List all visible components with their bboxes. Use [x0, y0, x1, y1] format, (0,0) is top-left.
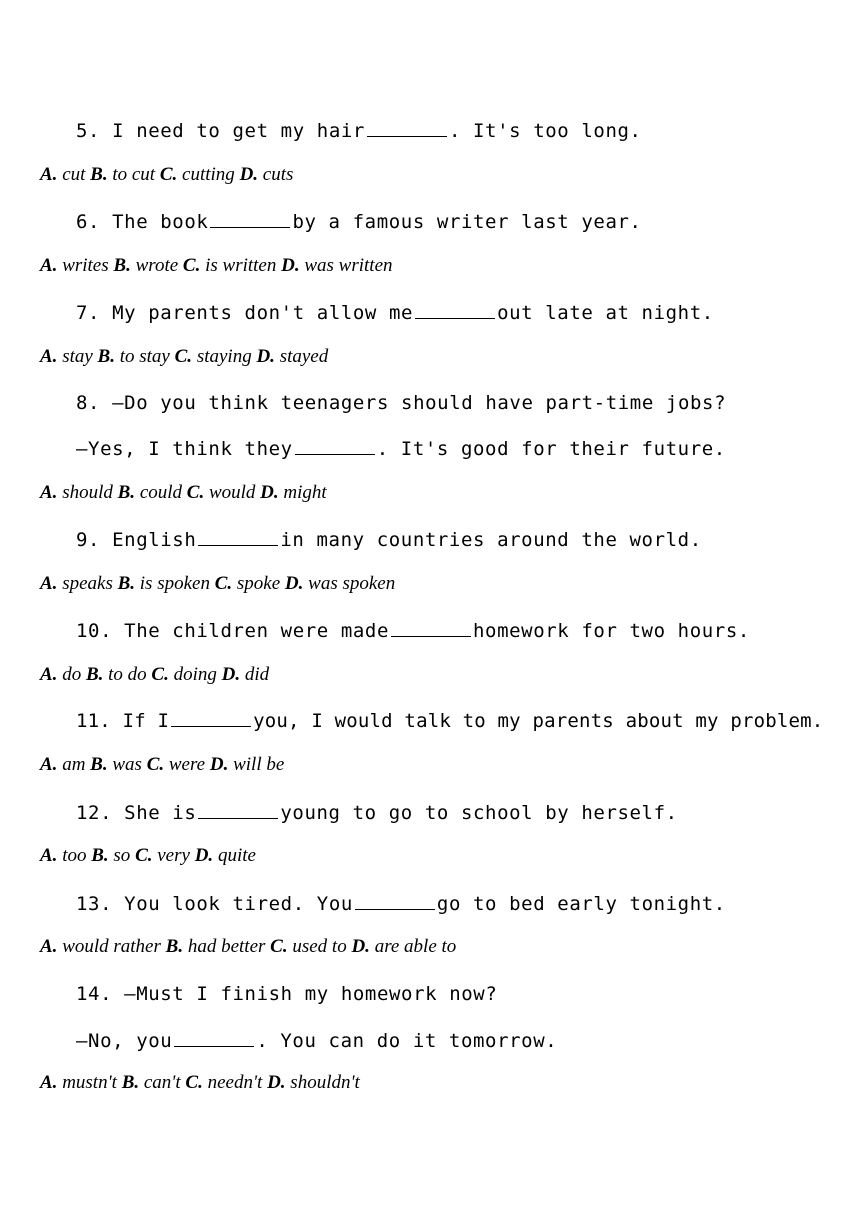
option-letter: B.	[90, 164, 108, 185]
option-letter: C.	[174, 346, 193, 367]
stem-text: 6. The book	[76, 211, 209, 233]
option-text: cut	[62, 164, 86, 185]
question-stem	[76, 891, 726, 916]
option-letter: A.	[40, 255, 58, 276]
option-text: too	[62, 845, 87, 866]
stem-text: . It's too long.	[448, 120, 642, 142]
stem-text: out late at night.	[497, 302, 714, 324]
option-letter: A.	[40, 1072, 58, 1093]
option-text: cuts	[262, 164, 294, 185]
stem-text: young to go to school by herself.	[280, 802, 678, 824]
option-letter: D.	[267, 1072, 286, 1093]
option-text: cutting	[182, 164, 235, 185]
option-letter: D.	[194, 845, 214, 866]
question-stem	[76, 391, 726, 415]
answer-options	[40, 163, 293, 187]
answer-blank	[210, 209, 290, 228]
option-letter: B.	[85, 664, 104, 685]
option-text: very	[157, 845, 190, 866]
option-letter: B.	[117, 573, 136, 594]
option-letter: B.	[121, 1072, 140, 1093]
option-letter: C.	[146, 754, 165, 775]
answer-blank	[171, 708, 251, 727]
option-text: is written	[205, 255, 277, 276]
stem-text: 7. My parents don't allow me	[76, 302, 414, 324]
answer-options	[40, 1071, 360, 1095]
answer-blank	[198, 527, 278, 546]
stem-text: —Yes, I think they	[76, 438, 293, 460]
option-text: used to	[292, 936, 347, 957]
option-text: will be	[233, 754, 285, 775]
option-letter: A.	[40, 936, 58, 957]
option-text: speaks	[62, 573, 113, 594]
stem-text: 12. She is	[76, 802, 197, 824]
option-text: wrote	[135, 255, 179, 276]
option-text: can't	[143, 1072, 181, 1093]
option-text: shouldn't	[290, 1072, 360, 1093]
option-text: do	[62, 664, 82, 685]
option-letter: B.	[91, 845, 109, 866]
answer-blank	[415, 300, 495, 319]
option-letter: C.	[185, 1072, 203, 1093]
option-text: to do	[108, 664, 147, 685]
option-letter: C.	[270, 936, 288, 957]
option-text: stay	[62, 346, 93, 367]
stem-text: . You can do it tomorrow.	[256, 1030, 558, 1052]
option-letter: D.	[284, 573, 304, 594]
answer-blank	[198, 800, 278, 819]
option-letter: C.	[159, 164, 178, 185]
option-letter: D.	[209, 754, 229, 775]
option-text: were	[168, 754, 206, 775]
question-stem	[76, 209, 642, 234]
option-text: had better	[187, 936, 266, 957]
option-text: needn't	[207, 1072, 263, 1093]
option-letter: C.	[186, 482, 205, 503]
stem-text: 14. —Must I finish my homework now?	[76, 983, 498, 1005]
option-letter: A.	[40, 573, 58, 594]
option-text: doing	[173, 664, 217, 685]
answer-blank	[367, 118, 447, 137]
option-text: to stay	[119, 346, 170, 367]
stem-text: go to bed early tonight.	[436, 893, 726, 915]
answer-options	[40, 254, 393, 278]
option-letter: D.	[260, 482, 279, 503]
answer-options	[40, 753, 284, 777]
option-letter: A.	[40, 664, 58, 685]
option-letter: C.	[151, 664, 169, 685]
question-stem	[76, 708, 823, 733]
question-stem	[76, 800, 678, 825]
option-text: did	[244, 664, 270, 685]
option-letter: D.	[281, 255, 300, 276]
option-text: would	[208, 482, 256, 503]
stem-text: in many countries around the world.	[280, 529, 702, 551]
answer-blank	[174, 1028, 254, 1047]
option-text: was spoken	[308, 573, 396, 594]
option-text: spoke	[236, 573, 281, 594]
option-text: writes	[62, 255, 109, 276]
option-letter: B.	[117, 482, 136, 503]
option-letter: A.	[40, 346, 58, 367]
option-letter: A.	[40, 754, 58, 775]
option-text: are able to	[374, 936, 457, 957]
stem-text: 11. If I	[76, 710, 170, 732]
question-stem	[76, 118, 642, 143]
stem-text: 10. The children were made	[76, 620, 390, 642]
answer-blank	[295, 436, 375, 455]
option-text: staying	[196, 346, 252, 367]
answer-options	[40, 663, 269, 687]
option-letter: A.	[40, 845, 58, 866]
option-letter: C.	[135, 845, 153, 866]
option-letter: B.	[165, 936, 184, 957]
stem-text: homework for two hours.	[473, 620, 750, 642]
option-text: would rather	[62, 936, 161, 957]
stem-text: —No, you	[76, 1030, 173, 1052]
option-letter: D.	[256, 346, 275, 367]
option-text: might	[283, 482, 327, 503]
stem-text: 5. I need to get my hair	[76, 120, 365, 142]
option-text: to cut	[112, 164, 156, 185]
option-text: was written	[304, 255, 393, 276]
answer-options	[40, 935, 456, 959]
option-text: quite	[217, 845, 256, 866]
question-stem	[76, 300, 714, 325]
option-letter: B.	[113, 255, 131, 276]
option-letter: B.	[90, 754, 108, 775]
option-letter: A.	[40, 164, 58, 185]
option-text: is spoken	[139, 573, 210, 594]
stem-text: 9. English	[76, 529, 197, 551]
answer-blank	[355, 891, 435, 910]
stem-text: you, I would talk to my parents about my problem.	[253, 710, 824, 732]
stem-text: . It's good for their future.	[376, 438, 726, 460]
option-text: could	[139, 482, 183, 503]
answer-options	[40, 572, 395, 596]
stem-text: 8. —Do you think teenagers should have part-time jobs?	[76, 392, 727, 414]
option-letter: C.	[182, 255, 201, 276]
question-stem	[76, 527, 702, 552]
stem-text: by a famous writer last year.	[292, 211, 642, 233]
option-letter: A.	[40, 482, 58, 503]
option-text: was	[112, 754, 142, 775]
option-text: so	[113, 845, 131, 866]
answer-blank	[391, 618, 471, 637]
option-letter: D.	[351, 936, 370, 957]
question-stem	[76, 618, 750, 643]
answer-options	[40, 345, 328, 369]
answer-options	[40, 481, 327, 505]
option-text: should	[62, 482, 113, 503]
question-stem	[76, 982, 497, 1006]
answer-options	[40, 844, 256, 868]
option-text: stayed	[279, 346, 329, 367]
question-stem-response	[76, 436, 726, 461]
question-stem-response	[76, 1028, 557, 1053]
stem-text: 13. You look tired. You	[76, 893, 353, 915]
option-letter: D.	[221, 664, 241, 685]
option-letter: D.	[239, 164, 259, 185]
option-text: mustn't	[62, 1072, 117, 1093]
option-letter: B.	[97, 346, 115, 367]
option-letter: C.	[214, 573, 233, 594]
option-text: am	[62, 754, 86, 775]
